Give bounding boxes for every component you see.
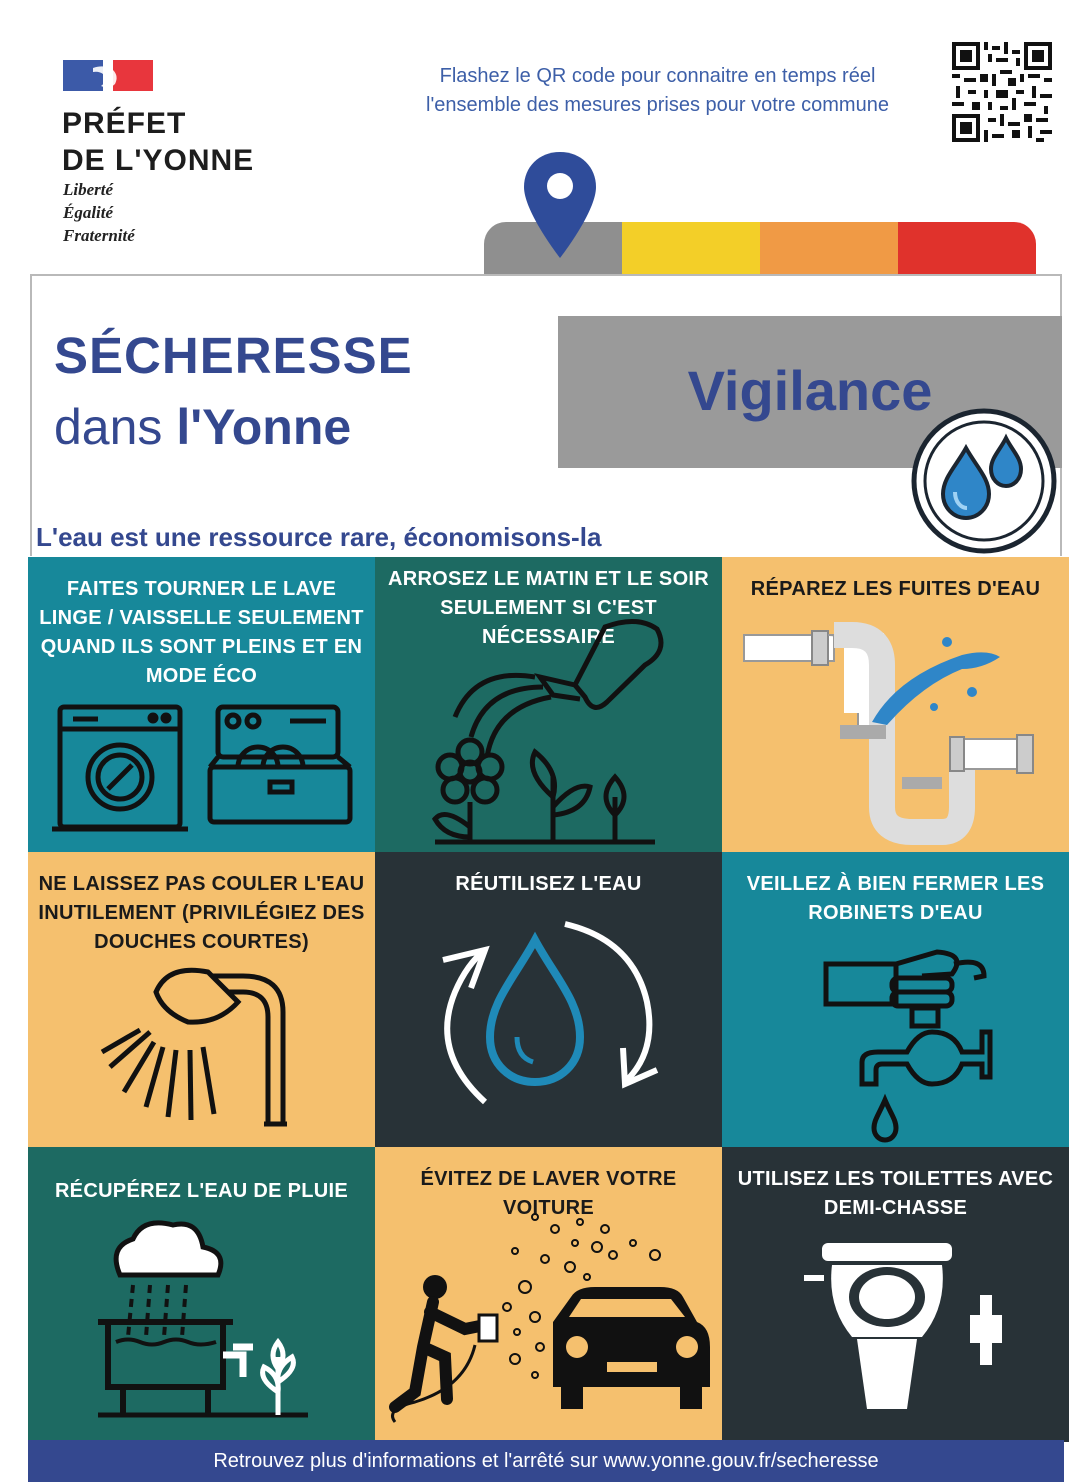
qr-code-icon[interactable] [952,42,1052,142]
tip-text: ÉVITEZ DE LAVER VOTRE VOITURE [420,1168,677,1219]
alert-level-label: Vigilance [687,359,933,422]
tip-text: ARROSEZ LE MATIN ET LE SOIR SEULEMENT SI C'EST NÉCESSAIRE [387,568,710,648]
tip-card-leak [722,557,1069,852]
toilet-icon [722,1147,1069,1442]
tip-text: UTILISEZ LES TOILETTES AVEC DEMI-CHASSE [737,1168,1054,1219]
tip-text: NE LAISSEZ PAS COULER L'EAU INUTILEMENT (PRIVILÉGIEZ DES DOUCHES COURTES) [38,873,365,953]
marianne-flag-logo [63,60,153,91]
water-drops-icon [911,408,1057,554]
marianne-profile-icon [63,60,153,91]
recycle-water-icon [375,852,722,1147]
tip-text: VEILLEZ À BIEN FERMER LES ROBINETS D'EAU [746,873,1045,924]
shower-icon [28,852,375,1147]
watering-can-icon [375,557,722,852]
republic-motto: Liberté Égalité Fraternité [63,180,135,245]
tip-card-watering [375,557,722,852]
leaking-pipe-icon [722,557,1069,852]
page-subtitle: dans l'Yonne [54,399,352,455]
gauge-segment-crisis [898,222,1036,274]
tip-text: RÉCUPÉREZ L'EAU DE PLUIE [54,1180,349,1202]
tip-text: RÉPAREZ LES FUITES D'EAU [750,578,1041,600]
rain-collection-icon [28,1147,375,1442]
footer-info[interactable]: Retrouvez plus d'informations et l'arrêté sur www.yonne.gouv.fr/secheresse [28,1440,1064,1482]
tip-card-car [375,1147,722,1442]
tip-text: FAITES TOURNER LE LAVE LINGE / VAISSELLE SEULEMENT QUAND ILS SONT PLEINS ET EN MODE ÉCO [39,578,364,687]
tip-card-tap [722,852,1069,1147]
map-pin-icon [521,150,599,260]
tip-card-washing [28,557,375,852]
washing-machine-dishwasher-icon [28,557,375,852]
tip-card-toilet [722,1147,1069,1442]
prefecture-name: PRÉFET DE L'YONNE [62,107,255,177]
closing-tap-icon [722,852,1069,1147]
qr-instructions: Flashez le QR code pour connaitre en temps réel l'ensemble des mesures prises pour votre commune [426,65,889,116]
gauge-segment-alert [622,222,760,274]
tip-text: RÉUTILISEZ L'EAU [455,873,642,895]
tip-card-reuse [375,852,722,1147]
tip-card-rain [28,1147,375,1442]
gauge-segment-reinforced-alert [760,222,898,274]
tip-card-shower [28,852,375,1147]
slogan: L'eau est une ressource rare, économisons-la [36,522,602,552]
car-wash-icon [375,1147,722,1442]
page-title: SÉCHERESSE [54,327,413,384]
